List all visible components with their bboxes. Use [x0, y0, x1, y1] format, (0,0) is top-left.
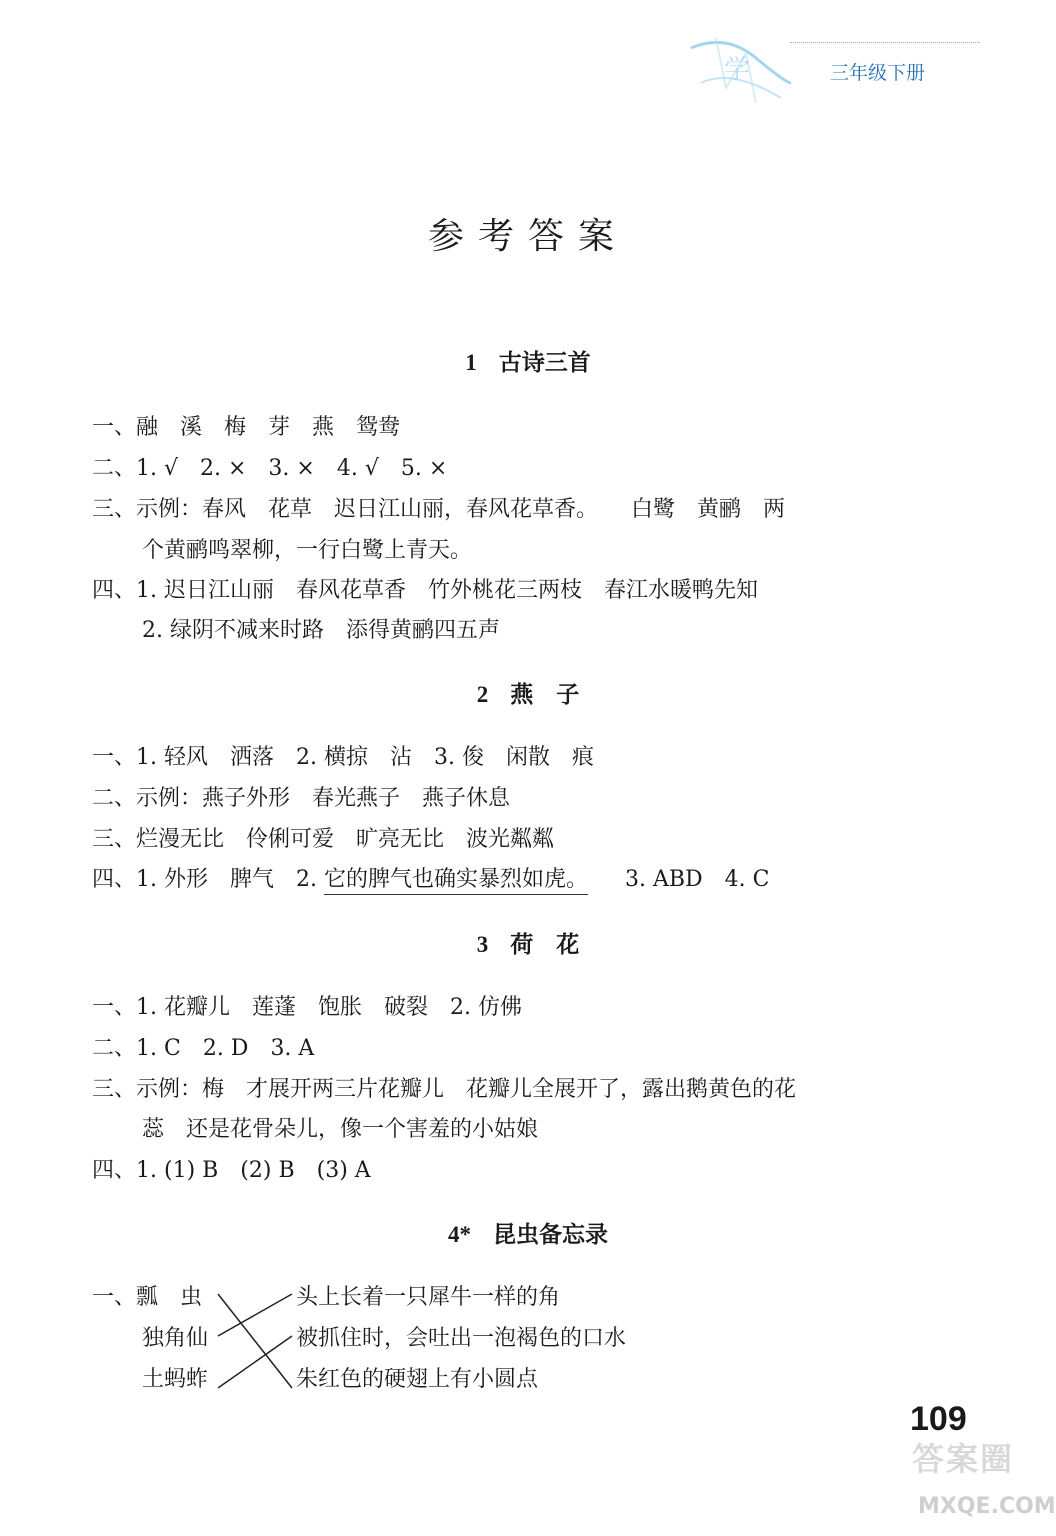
match-left-item: 土蚂蚱 — [142, 1367, 209, 1392]
page-number: 109 — [910, 1400, 967, 1438]
answer-line: 四、1. 迟日江山丽 春风花草香 竹外桃花三两枝 春江水暖鸭先知 — [92, 578, 758, 603]
answer-line: 一、融 溪 梅 芽 燕 鸳鸯 — [92, 415, 401, 440]
answer-line: 蕊 还是花骨朵儿，像一个害羞的小姑娘 — [142, 1117, 539, 1142]
match-right-item: 朱红色的硬翅上有小圆点 — [296, 1367, 539, 1392]
match-line — [218, 1336, 292, 1388]
match-line — [218, 1294, 292, 1336]
section-heading-4 — [0, 1216, 1056, 1249]
answer-line: 二、1. √ 2. × 3. × 4. √ 5. × — [92, 456, 448, 481]
match-left-item: 一、瓢 虫 — [92, 1285, 203, 1310]
match-right-item: 被抓住时，会吐出一泡褐色的口水 — [296, 1326, 627, 1351]
section-number: 2 — [476, 682, 489, 707]
section-number: 3 — [476, 932, 489, 957]
grade-label: 三年级下册 — [830, 62, 926, 84]
answer-line: 二、1. C 2. D 3. A — [92, 1036, 315, 1061]
answer-line: 三、示例：梅 才展开两三片花瓣儿 花瓣儿全展开了，露出鹅黄色的花 — [92, 1077, 797, 1102]
answer-line: 三、示例：春风 花草 迟日江山丽，春风花草香。 白鹭 黄鹂 两 — [92, 497, 786, 522]
answer-line: 四、1. (1) B (2) B (3) A — [92, 1158, 371, 1183]
answer-line: 一、1. 花瓣儿 莲蓬 饱胀 破裂 2. 仿佛 — [92, 995, 522, 1020]
logo-text: 学 — [724, 55, 751, 85]
underlined-answer: 它的脾气也确实暴烈如虎。 — [324, 867, 588, 895]
section-heading-2 — [0, 676, 1056, 709]
match-right-item: 头上长着一只犀牛一样的角 — [296, 1285, 561, 1310]
answer-line: 个黄鹂鸣翠柳，一行白鹭上青天。 — [142, 538, 473, 563]
section-number: 1 — [465, 350, 477, 375]
section-heading-1 — [0, 344, 1056, 377]
section-number: 4* — [448, 1222, 471, 1247]
answer-line: 二、示例：燕子外形 春光燕子 燕子休息 — [92, 786, 511, 811]
section-heading-3 — [0, 926, 1056, 959]
answer-line: 一、1. 轻风 洒落 2. 横掠 沾 3. 俊 闲散 痕 — [92, 745, 594, 770]
section-title: 古诗三首 — [498, 350, 591, 376]
publisher-logo — [686, 28, 796, 110]
match-left-item: 独角仙 — [142, 1326, 209, 1351]
match-line — [218, 1294, 292, 1388]
section-title: 燕 子 — [510, 682, 580, 708]
answer-line — [92, 862, 770, 893]
watermark-text: 答案圈 — [912, 1440, 1015, 1478]
watermark-url: MXQE.COM — [918, 1494, 1056, 1519]
logo-swoosh-icon — [686, 28, 796, 110]
header-divider — [790, 42, 980, 43]
answer-part: 四、1. 外形 脾气 2. — [92, 867, 317, 892]
section-title: 昆虫备忘录 — [493, 1222, 608, 1248]
answer-line: 三、烂漫无比 伶俐可爱 旷亮无比 波光粼粼 — [92, 827, 555, 852]
answer-part: 3. ABD 4. C — [625, 867, 770, 892]
answer-line: 2. 绿阴不减来时路 添得黄鹂四五声 — [142, 618, 500, 643]
page-title: 参考答案 — [427, 216, 628, 257]
section-title: 荷 花 — [510, 932, 580, 958]
